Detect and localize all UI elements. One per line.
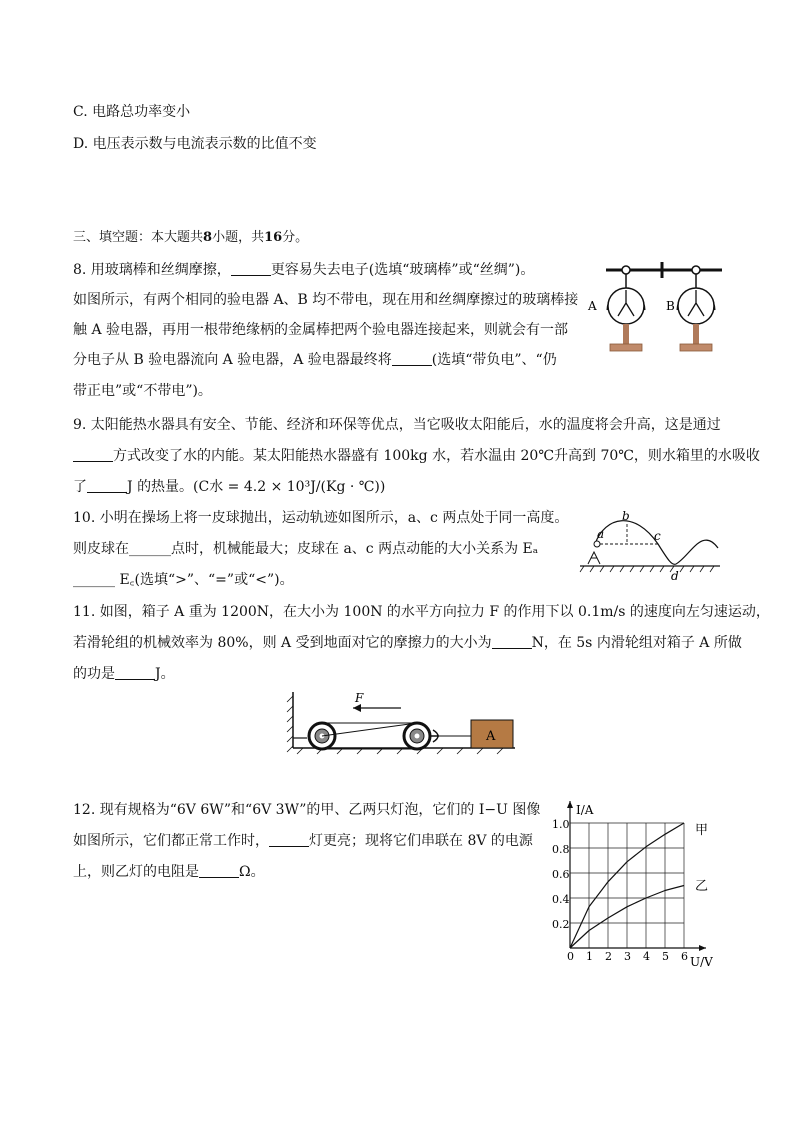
y-tick: 0.2 (552, 918, 570, 931)
x-axis-label: U/V (690, 955, 713, 969)
q11-line1: 11. 如图，箱子 A 重为 1200N，在大小为 100N 的水平方向拉力 F 的作用下以 0.1m/s 的速度向左匀速运动， (73, 604, 770, 620)
y-tick: 0.6 (552, 868, 570, 881)
q9-line1: 9. 太阳能热水器具有安全、节能、经济和环保等优点，当它吸收太阳能后，水的温度将会升高，这是通过 (73, 417, 721, 433)
q10-line3: ______ E꜀(选填“>”、“=”或“<”)。 (73, 572, 294, 588)
x-tick: 4 (643, 950, 650, 963)
point-d: d (671, 569, 679, 583)
iu-chart (540, 798, 720, 970)
q11-line3: 的功是 J。 (73, 666, 175, 682)
answer-blank[interactable] (73, 447, 113, 462)
electroscope-figure (584, 258, 724, 362)
electroscope-b (678, 266, 714, 351)
pulley-figure (283, 692, 518, 768)
q8-line4: 分电子从 B 验电器流向 A 验电器，A 验电器最终将 (选填“带负电”、“仍 (73, 352, 557, 368)
answer-blank[interactable] (199, 863, 239, 878)
y-axis-label: I/A (576, 803, 594, 817)
x-tick: 5 (662, 950, 669, 963)
q9-line2: 方式改变了水的内能。某太阳能热水器盛有 100kg 水，若水温由 20℃升高到 70℃，则水箱里的水吸收 (73, 446, 760, 466)
q12-line1: 12. 现有规格为“6V 6W”和“6V 3W”的甲、乙两只灯泡，它们的 I−U 图像 (73, 802, 541, 818)
q8-line5: 带正电”或“不带电”)。 (73, 383, 212, 399)
q9-line3: 了 J 的热量。(C水 = 4.2 × 10³J/(Kg · ℃)) (73, 479, 386, 495)
x-tick: 0 (567, 950, 574, 963)
x-tick: 1 (586, 950, 593, 963)
q10-line2: 则皮球在______点时，机械能最大；皮球在 a、c 两点动能的大小关系为 Eₐ (73, 541, 539, 557)
answer-blank[interactable] (115, 665, 155, 680)
point-a: a (597, 527, 605, 541)
series-label-yi: 乙 (695, 879, 709, 894)
answer-blank[interactable] (269, 832, 309, 847)
point-b: b (622, 509, 630, 523)
answer-blank[interactable] (87, 478, 127, 493)
y-tick: 0.4 (552, 893, 570, 906)
x-tick: 6 (681, 950, 688, 963)
q12-line2: 如图所示，它们都正常工作时， 灯更亮；现将它们串联在 8V 的电源 (73, 833, 533, 849)
box-label: A (486, 729, 496, 744)
y-tick: 1.0 (552, 818, 570, 831)
option-c: C. 电路总功率变小 (73, 104, 191, 120)
answer-blank[interactable] (492, 634, 532, 649)
label-a: A (588, 299, 597, 313)
moving-pulley (404, 723, 430, 749)
q12-line3: 上，则乙灯的电阻是 Ω。 (73, 864, 265, 880)
option-d: D. 电压表示数与电流表示数的比值不变 (73, 136, 317, 152)
q8-line3: 触 A 验电器，再用一根带绝缘柄的金属棒把两个验电器连接起来，则就会有一部 (73, 322, 569, 338)
q8-line2: 如图所示，有两个相同的验电器 A、B 均不带电，现在用和丝绸摩擦过的玻璃棒接 (73, 292, 579, 308)
x-tick: 3 (624, 950, 631, 963)
x-tick: 2 (605, 950, 612, 963)
y-tick: 0.8 (552, 843, 570, 856)
section-heading: 三、填空题：本大题共8小题，共16分。 (73, 230, 309, 245)
label-b: B (666, 299, 675, 313)
series-label-jia: 甲 (695, 823, 709, 838)
q10-line1: 10. 小明在操场上将一皮球抛出，运动轨迹如图所示，a、c 两点处于同一高度。 (73, 510, 569, 526)
q11-line2: 若滑轮组的机械效率为 80%，则 A 受到地面对它的摩擦力的大小为 N，在 5s 内滑轮组对箱子 A 所做 (73, 635, 742, 651)
answer-blank[interactable] (231, 261, 271, 276)
trajectory-figure (580, 508, 722, 584)
answer-blank[interactable] (392, 351, 432, 366)
point-c: c (654, 529, 661, 543)
force-label: F (355, 691, 364, 705)
q8-line1: 8. 用玻璃棒和丝绸摩擦， 更容易失去电子(选填“玻璃棒”或“丝绸”)。 (73, 262, 535, 278)
electroscope-a (608, 266, 644, 351)
